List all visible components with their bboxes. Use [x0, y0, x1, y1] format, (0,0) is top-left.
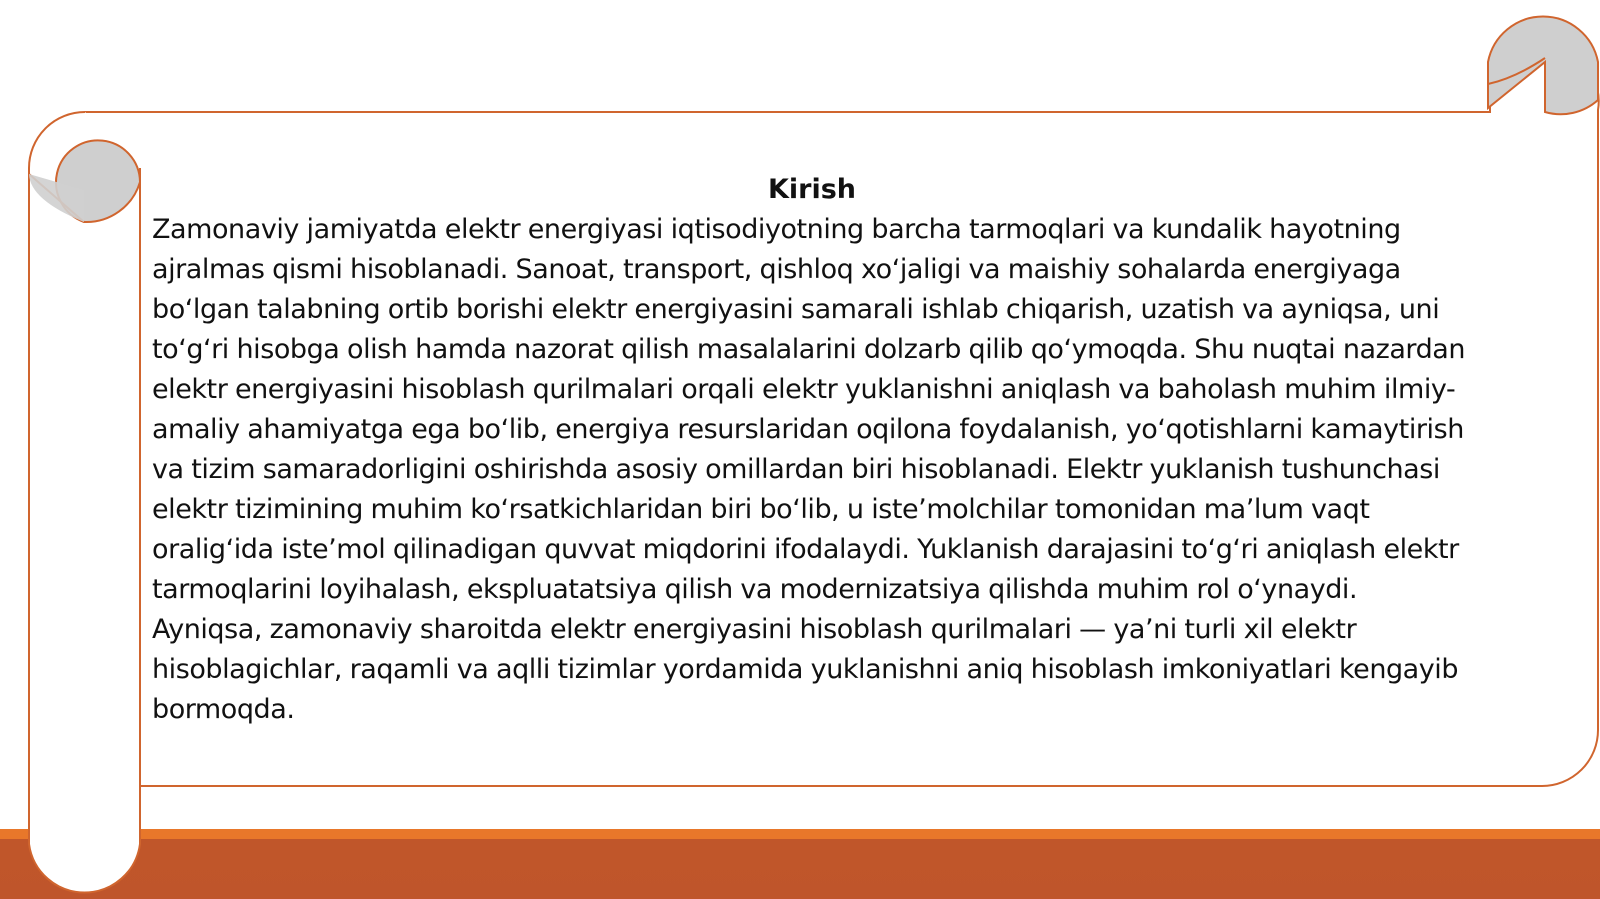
body-paragraph: Zamonaviy jamiyatda elektr energiyasi iqtisodiyotning barcha tarmoqlari va kundalik hayotning ajralmas qismi hisoblanadi. Sanoat, transport, qishloq xoʻjaligi va maishiy sohalarda energiyaga boʻlgan talabning ortib borishi elektr energiyasini samarali ishlab chiqarish, uzatish va ayniqsa, uni toʻgʻri hisobga olish hamda nazorat qilish masalalarini dolzarb qilib qoʻymoqda. Shu nuqtai nazardan elektr energiyasini hisoblash qurilmalari orqali elektr yuklanishni aniqlash va baholash muhim ilmiy-amaliy ahamiyatga ega boʻlib, energiya resurslaridan oqilona foydalanish, yoʻqotishlarni kamaytirish va tizim samaradorligini oshirishda asosiy omillardan biri hisoblanadi. Elektr yuklanish tushunchasi elektr tizimining muhim koʻrsatkichlaridan biri boʻlib, u isteʼmolchilar tomonidan maʼlum vaqt oraligʻida isteʼmol qilinadigan quvvat miqdorini ifodalaydi. Yuklanish darajasini toʻgʻri aniqlash elektr tarmoqlarini loyihalash, ekspluatatsiya qilish va modernizatsiya qilishda muhim rol oʻynaydi. Ayniqsa, zamonaviy sharoitda elektr energiyasini hisoblash qurilmalari — yaʼni turli xil elektr hisoblagichlar, raqamli va aqlli tizimlar yordamida yuklanishni aniq hisoblash imkoniyatlari kengayib bormoqda.: [152, 214, 1466, 725]
content-area: [152, 170, 1472, 740]
left-roll: [29, 112, 140, 893]
slide-title: Kirish: [767, 174, 857, 205]
